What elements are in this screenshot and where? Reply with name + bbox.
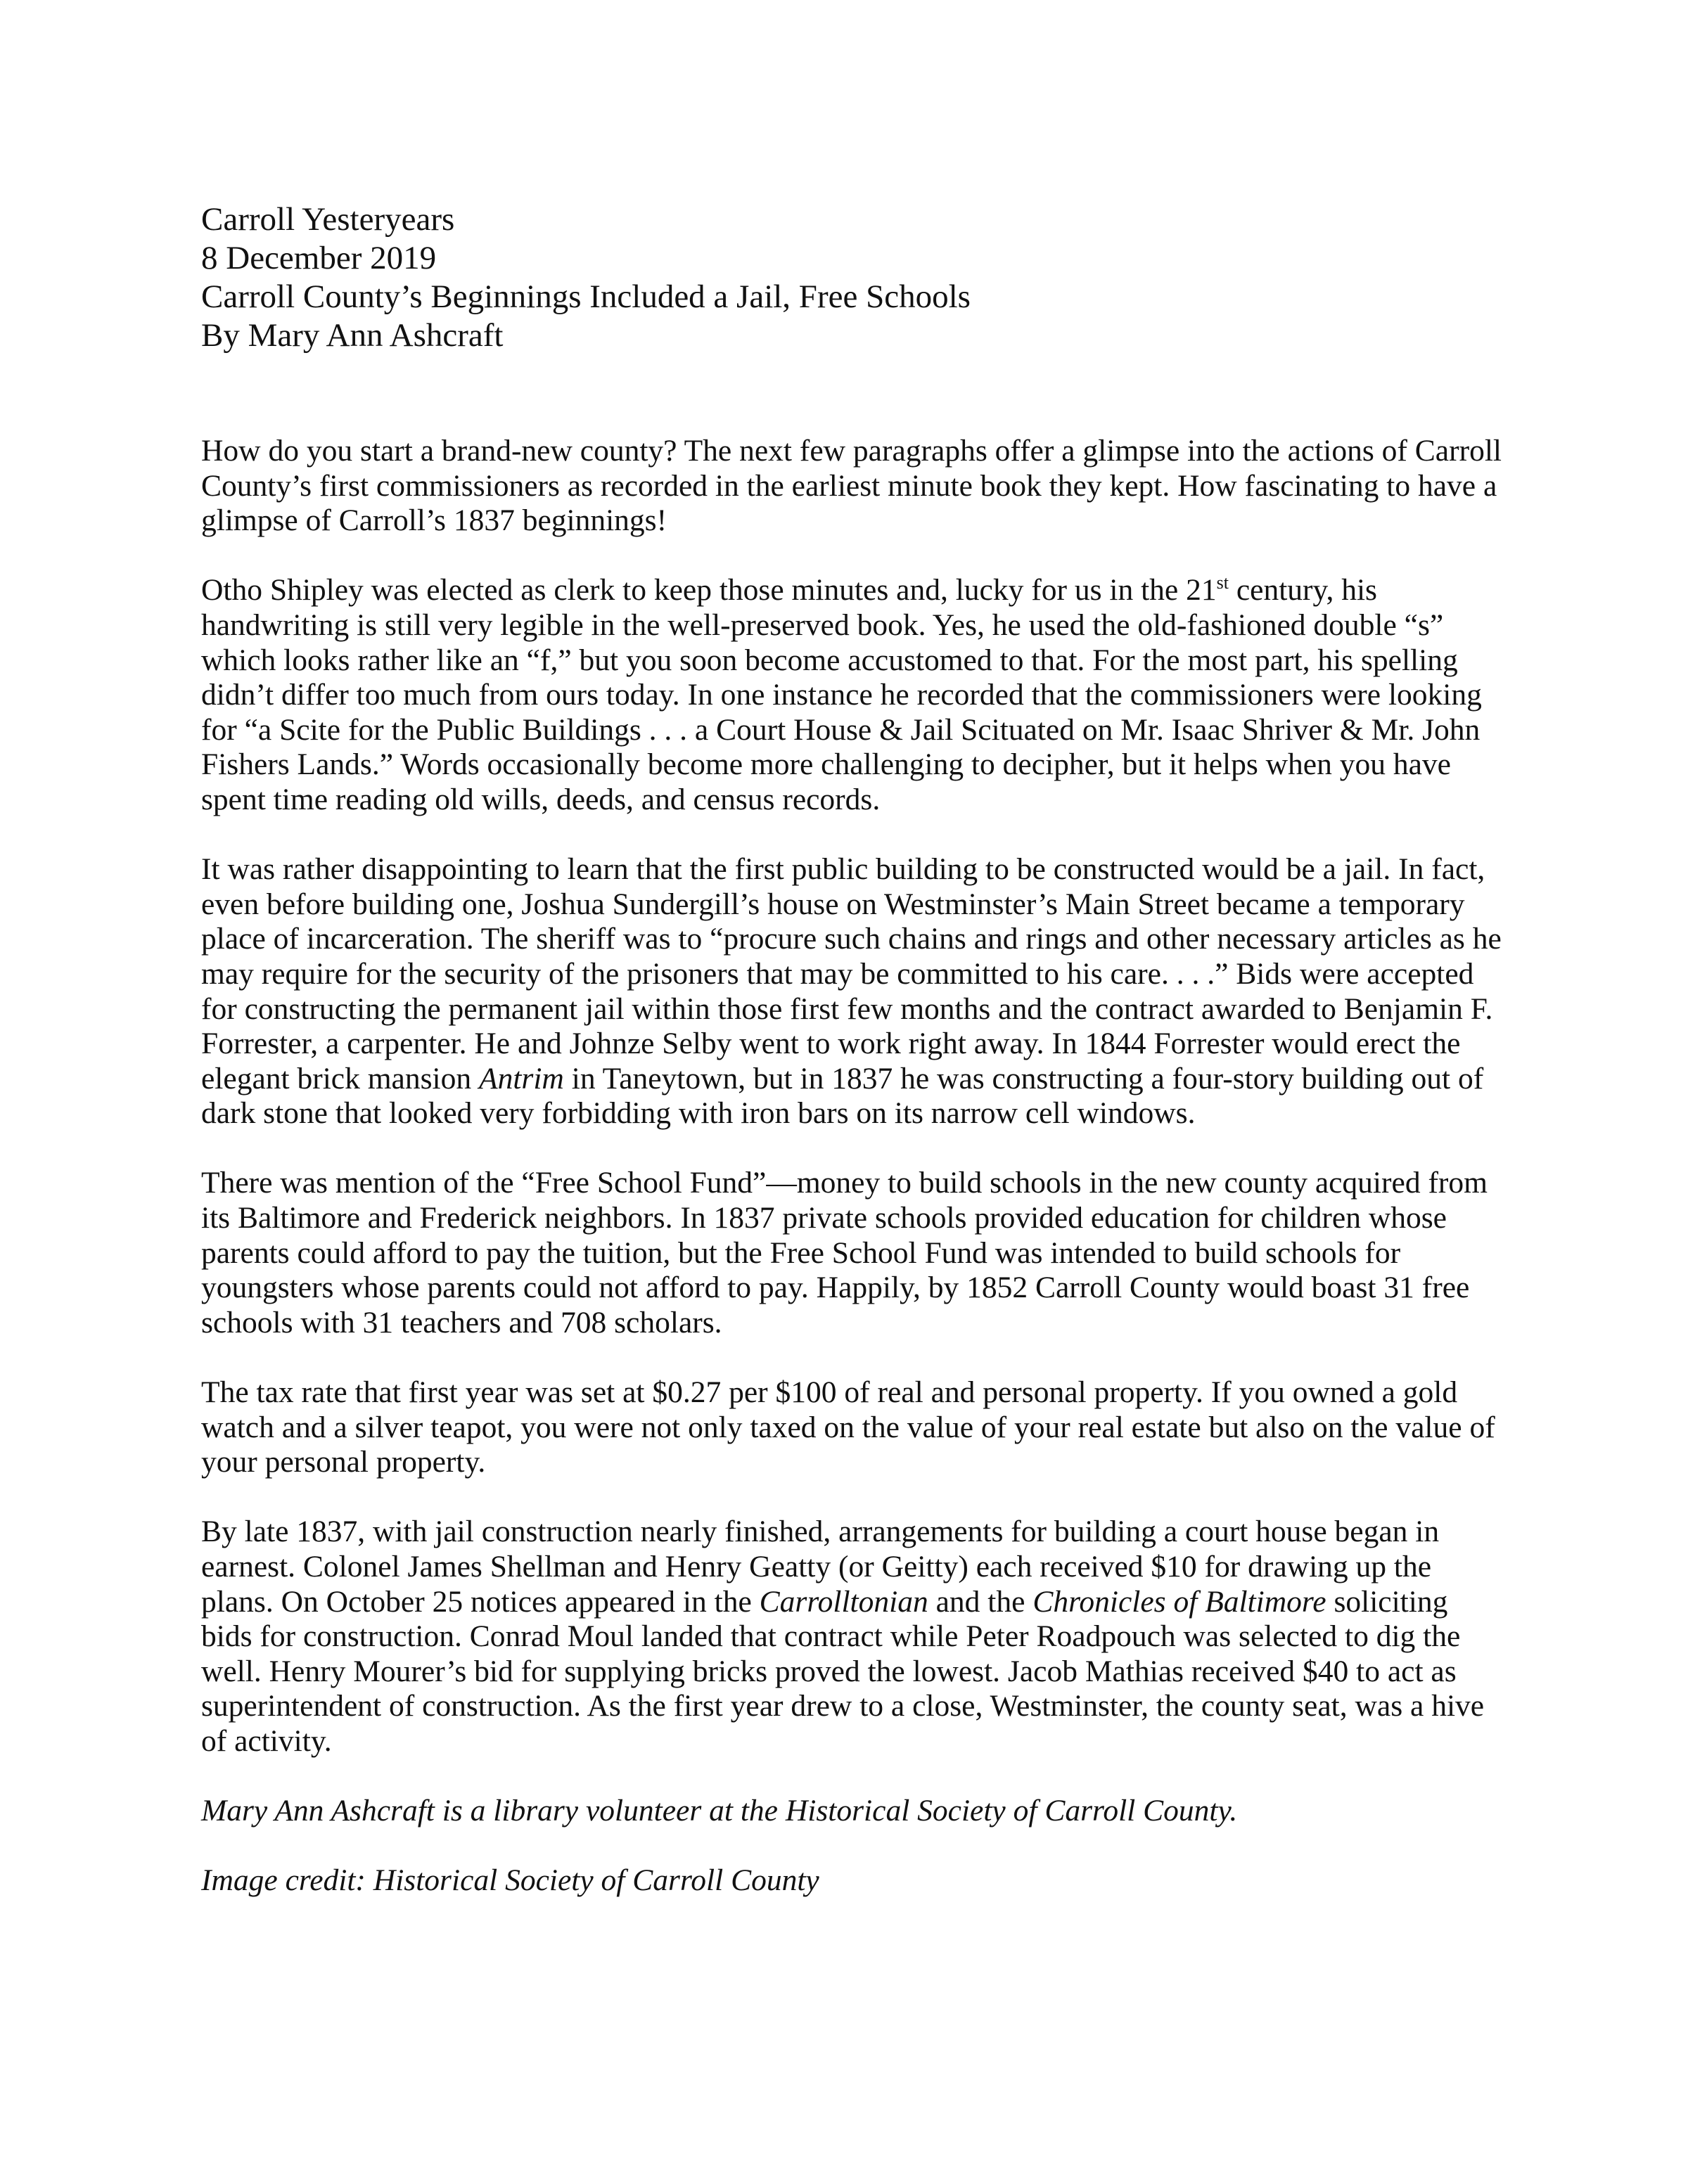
- text-line: [201, 1585, 1502, 1620]
- text-segment: of activity.: [201, 1723, 332, 1758]
- text-segment: may require for the security of the prisoners that may be committed to his care. . . .” Bids were accepted: [201, 956, 1474, 991]
- article-date: 8 December 2019: [201, 240, 437, 276]
- text-segment: didn’t differ too much from ours today. In one instance he recorded that the commissioners were looking: [201, 678, 1482, 712]
- text-segment: even before building one, Joshua Sundergill’s house on Westminster’s Main Street became a temporary: [201, 887, 1465, 921]
- paragraph: [201, 1515, 1502, 1759]
- text-segment: handwriting is still very legible in the well-preserved book. Yes, he used the old-fashioned double “s”: [201, 608, 1444, 642]
- column-name: Carroll Yesteryears: [201, 201, 455, 238]
- text-segment: How do you start a brand-new county? The next few paragraphs offer a glimpse into the actions of Carroll: [201, 434, 1502, 468]
- text-line: [201, 747, 1502, 783]
- text-line: [201, 887, 1502, 923]
- text-line: [201, 922, 1502, 957]
- text-line: [201, 1794, 1502, 1829]
- text-line: [201, 1166, 1502, 1201]
- text-segment: County’s first commissioners as recorded in the earliest minute book they kept. How fascinating to have a: [201, 468, 1497, 503]
- text-segment: watch and a silver teapot, you were not only taxed on the value of your real estate but also on the value of: [201, 1410, 1495, 1444]
- text-line: [201, 1863, 1502, 1899]
- text-line: [201, 1515, 1502, 1550]
- text-segment: glimpse of Carroll’s 1837 beginnings!: [201, 503, 667, 538]
- text-line: [201, 1411, 1502, 1446]
- text-line: [201, 783, 1502, 818]
- paragraph: [201, 1166, 1502, 1340]
- text-segment: Otho Shipley was elected as clerk to keep those minutes and, lucky for us in the 21: [201, 573, 1217, 608]
- text-line: [201, 1724, 1502, 1759]
- article-byline: By Mary Ann Ashcraft: [201, 317, 504, 354]
- italic-text: Antrim: [479, 1061, 564, 1096]
- paragraph: [201, 1375, 1502, 1480]
- text-segment: plans. On October 25 notices appeared in the: [201, 1584, 760, 1619]
- superscript: st: [1216, 572, 1229, 593]
- italic-text: Image credit: Historical Society of Carroll County: [201, 1863, 819, 1898]
- text-line: [201, 1306, 1502, 1341]
- text-segment: your personal property.: [201, 1445, 486, 1479]
- text-segment: The tax rate that first year was set at $0.27 per $100 of real and personal property. If you owned a gold: [201, 1375, 1458, 1410]
- italic-text: Chronicles of Baltimore: [1032, 1584, 1326, 1619]
- text-line: [201, 573, 1502, 608]
- text-segment: century, his: [1228, 573, 1377, 608]
- paragraph: [201, 434, 1502, 539]
- paragraph: [201, 1863, 1502, 1899]
- italic-text: Carrolltonian: [759, 1584, 928, 1619]
- paragraph: [201, 573, 1502, 817]
- text-segment: Forrester, a carpenter. He and Johnze Selby went to work right away. In 1844 Forrester would erect the: [201, 1027, 1461, 1061]
- text-line: [201, 1655, 1502, 1690]
- text-segment: earnest. Colonel James Shellman and Henry Geatty (or Geitty) each received $10 for drawing up the: [201, 1550, 1432, 1584]
- article-header: [201, 200, 971, 355]
- article-body: [201, 434, 1502, 1934]
- text-segment: It was rather disappointing to learn that the first public building to be constructed would be a jail. In fact,: [201, 852, 1485, 887]
- text-line: [201, 1236, 1502, 1271]
- paragraph: [201, 1794, 1502, 1829]
- text-line: [201, 1689, 1502, 1724]
- text-segment: parents could afford to pay the tuition, but the Free School Fund was intended to build schools for: [201, 1235, 1401, 1270]
- text-line: [201, 957, 1502, 992]
- text-line: [201, 608, 1502, 643]
- text-segment: schools with 31 teachers and 708 scholars.: [201, 1305, 722, 1340]
- text-segment: in Taneytown, but in 1837 he was constructing a four-story building out of: [563, 1061, 1484, 1096]
- text-segment: soliciting: [1326, 1584, 1448, 1619]
- text-line: [201, 852, 1502, 887]
- text-segment: for constructing the permanent jail within those first few months and the contract awarded to Benjamin F.: [201, 991, 1493, 1026]
- text-segment: well. Henry Mourer’s bid for supplying bricks proved the lowest. Jacob Mathias received $40 to act as: [201, 1654, 1457, 1688]
- text-segment: which looks rather like an “f,” but you soon become accustomed to that. For the most part, his spelling: [201, 643, 1458, 677]
- text-line: [201, 503, 1502, 539]
- text-line: [201, 469, 1502, 504]
- text-line: [201, 643, 1502, 679]
- text-line: [201, 1550, 1502, 1585]
- text-segment: its Baltimore and Frederick neighbors. In 1837 private schools provided education for children whose: [201, 1201, 1447, 1235]
- text-line: [201, 1375, 1502, 1411]
- text-segment: By late 1837, with jail construction nearly finished, arrangements for building a court house began in: [201, 1515, 1440, 1549]
- text-line: [201, 1271, 1502, 1306]
- text-segment: for “a Scite for the Public Buildings . . . a Court House & Jail Scituated on Mr. Isaac Shriver & Mr. John: [201, 712, 1481, 747]
- text-line: [201, 1619, 1502, 1655]
- text-segment: bids for construction. Conrad Moul landed that contract while Peter Roadpouch was selected to dig the: [201, 1619, 1461, 1654]
- text-line: [201, 713, 1502, 748]
- article-title: Carroll County’s Beginnings Included a Jail, Free Schools: [201, 278, 971, 315]
- text-segment: There was mention of the “Free School Fund”—money to build schools in the new county acquired from: [201, 1166, 1488, 1200]
- text-line: [201, 1027, 1502, 1062]
- text-line: [201, 1201, 1502, 1236]
- text-line: [201, 678, 1502, 713]
- text-segment: youngsters whose parents could not afford to pay. Happily, by 1852 Carroll County would boast 31 free: [201, 1271, 1470, 1305]
- text-segment: elegant brick mansion: [201, 1061, 480, 1096]
- text-line: [201, 1445, 1502, 1480]
- italic-text: Mary Ann Ashcraft is a library volunteer at the Historical Society of Carroll County.: [201, 1794, 1238, 1828]
- text-segment: superintendent of construction. As the first year drew to a close, Westminster, the county seat, was a hive: [201, 1689, 1485, 1723]
- text-line: [201, 1062, 1502, 1097]
- text-segment: Fishers Lands.” Words occasionally become more challenging to decipher, but it helps when you have: [201, 747, 1451, 782]
- text-segment: spent time reading old wills, deeds, and census records.: [201, 782, 881, 816]
- text-line: [201, 1096, 1502, 1131]
- text-segment: place of incarceration. The sheriff was to “procure such chains and rings and other necessary articles as he: [201, 922, 1502, 956]
- paragraph: [201, 852, 1502, 1131]
- text-segment: and the: [928, 1584, 1033, 1619]
- text-line: [201, 992, 1502, 1027]
- text-segment: dark stone that looked very forbidding with iron bars on its narrow cell windows.: [201, 1096, 1196, 1131]
- text-line: [201, 434, 1502, 469]
